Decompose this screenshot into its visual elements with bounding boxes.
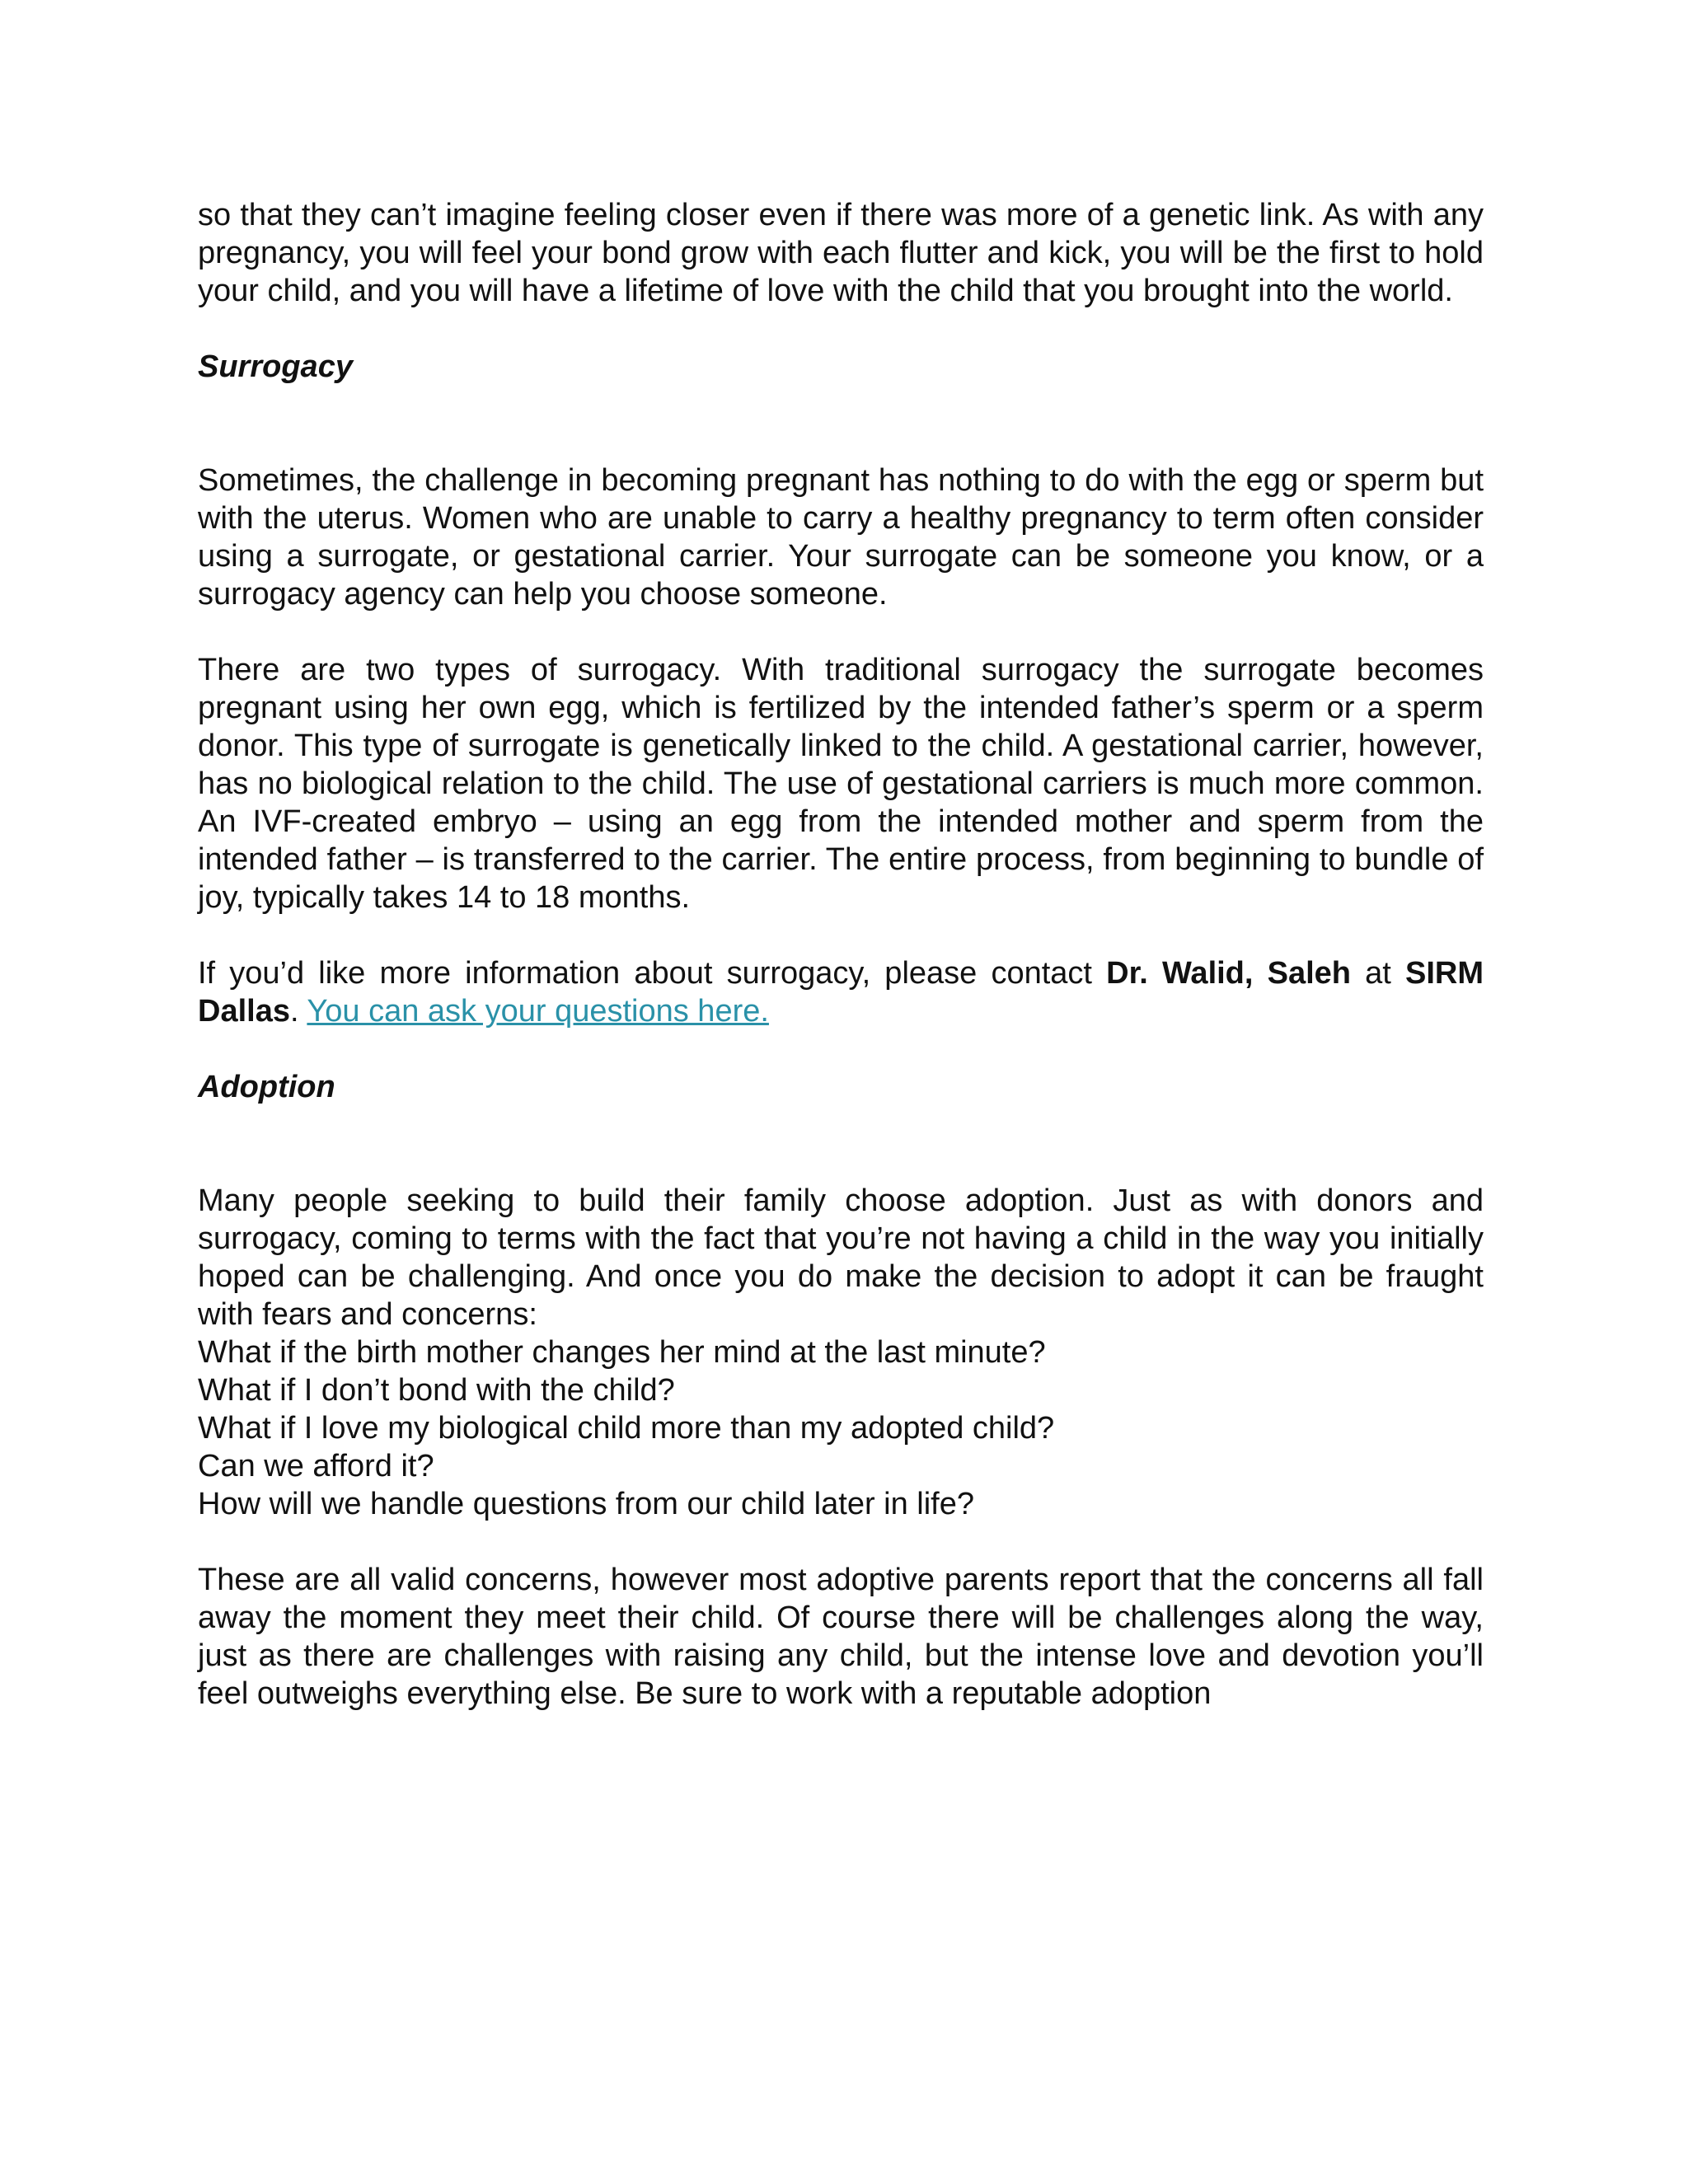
question-item: What if I love my biological child more than my adopted child?	[198, 1411, 1055, 1446]
closing-paragraph: These are all valid concerns, however most adoptive parents report that the concerns all fall away the moment they meet their child. Of course there will be challenges along the way, just as there are challenges with raising any child, but the intense love and devotion you’ll feel outweighs everything else. Be sure to work with a reputable adoption	[198, 1563, 1484, 1711]
contact-paragraph	[198, 954, 1484, 1030]
surrogacy-paragraph-2: There are two types of surrogacy. With traditional surrogacy the surrogate becomes pregnant using her own egg, which is fertilized by the intended father’s sperm or a sperm donor. This type of surrogate is genetically linked to the child. A gestational carrier, however, has no biological relation to the child. The use of gestational carriers is much more common. An IVF-created embryo – using an egg from the intended mother and sperm from the intended father – is transferred to the carrier. The entire process, from beginning to bundle of joy, typically takes 14 to 18 months.	[198, 653, 1484, 915]
question-item: What if I don’t bond with the child?	[198, 1373, 675, 1408]
intro-paragraph: so that they can’t imagine feeling closer even if there was more of a genetic link. As with any pregnancy, you will feel your bond grow with each flutter and kick, you will be the first to hold your child, and you will have a lifetime of love with the child that you brought into the world.	[198, 198, 1484, 308]
clinic-name: SIRM Dallas	[198, 956, 1484, 1029]
adoption-heading: Adoption	[198, 1070, 335, 1104]
question-item: How will we handle questions from our child later in life?	[198, 1487, 975, 1521]
surrogacy-paragraph-1: Sometimes, the challenge in becoming pregnant has nothing to do with the egg or sperm but with the uterus. Women who are unable to carry a healthy pregnancy to term often consider using a surrogate, or gestational carrier. Your surrogate can be someone you know, or a surrogacy agency can help you choose someone.	[198, 463, 1484, 612]
document-page	[198, 196, 1484, 1713]
adoption-paragraph-1: Many people seeking to build their family choose adoption. Just as with donors and surrogacy, coming to terms with the fact that you’re not having a child in the way you initially hoped can be challenging. And once you do make the decision to adopt it can be fraught with fears and concerns:	[198, 1183, 1484, 1332]
contact-prefix: If you’d like more information about surrogacy, please contact	[198, 956, 1107, 991]
doctor-name: Dr. Walid, Saleh	[1106, 956, 1351, 991]
contact-period: .	[289, 994, 299, 1029]
surrogacy-heading: Surrogacy	[198, 349, 353, 384]
contact-mid: at	[1351, 956, 1406, 991]
question-item: Can we afford it?	[198, 1449, 434, 1483]
question-item: What if the birth mother changes her mind at the last minute?	[198, 1335, 1046, 1370]
ask-questions-link[interactable]: You can ask your questions here.	[307, 994, 769, 1029]
